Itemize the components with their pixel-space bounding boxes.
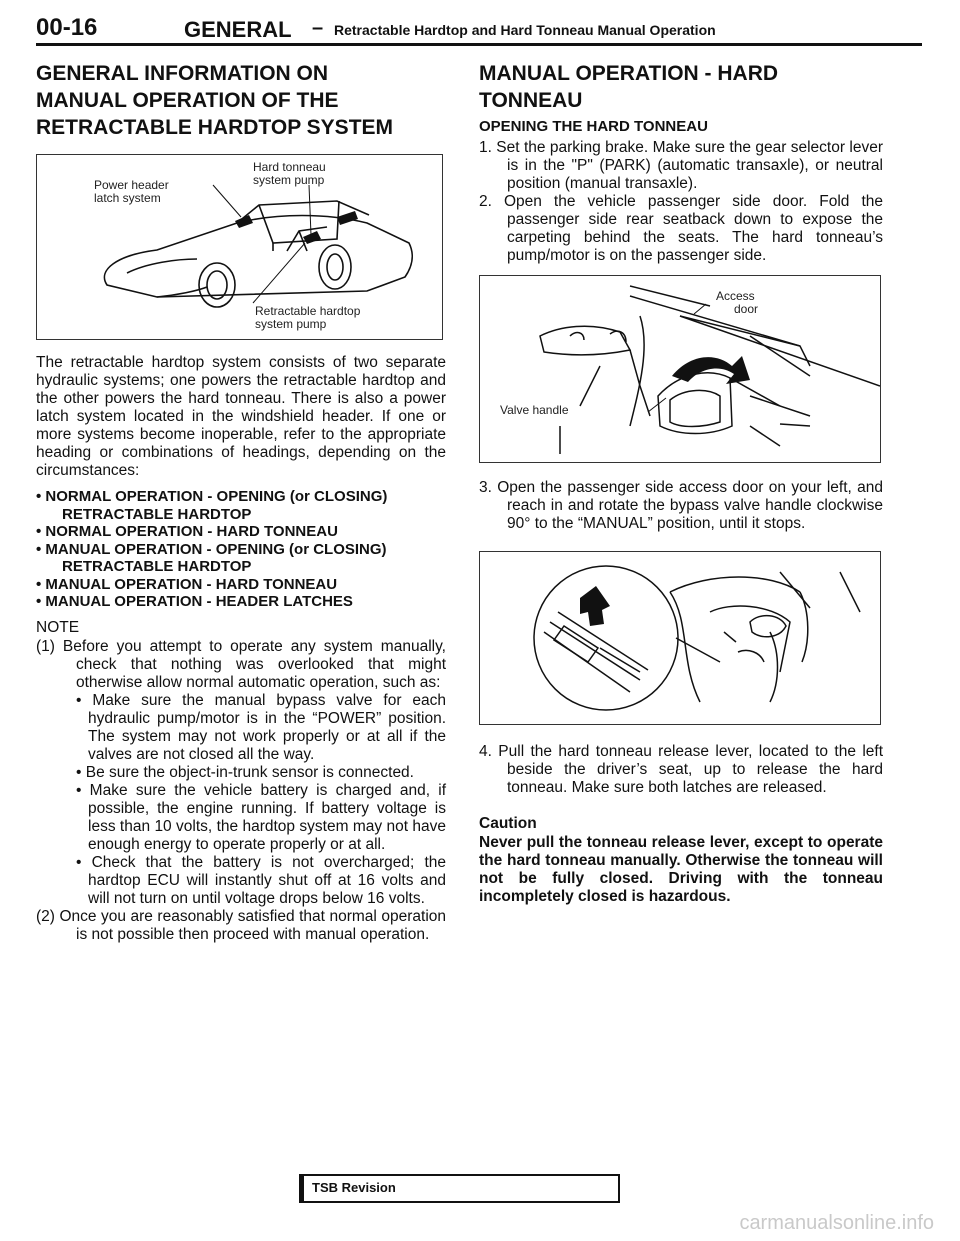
intro-paragraph: The retractable hardtop system consists of two separate hydraulic systems; one powers the retractable hardtop and the other powers the hard tonneau. There is also a power latch system located in the windshield header. If one or more systems become inoperable, refer to the appropriate heading or combinations of headings, depending on the circumstances: (36, 354, 446, 479)
label-access-door-line-1: Access (716, 289, 755, 303)
left-column (36, 60, 446, 944)
list-item: • NORMAL OPERATION - HARD TONNEAU (36, 523, 338, 540)
step-4: 4. Pull the hard tonneau release lever, located to the left beside the driver’s seat, up to release the hard tonneau. Make sure both latches are released. (479, 743, 883, 796)
caution-title: Caution (479, 815, 537, 832)
note-sub-bullet: • Make sure the manual bypass valve for each hydraulic pump/motor is in the “POWER” position. The system may not work properly or at all if the valves are not closed all the way. (76, 691, 446, 763)
left-heading-line-3: RETRACTABLE HARDTOP SYSTEM (36, 116, 394, 139)
valve-handle-illustration (480, 276, 880, 462)
step-1: 1. Set the parking brake. Make sure the gear selector lever is in the "P" (PARK) (automatic transaxle), or neutral position (manual transaxle). (479, 139, 883, 192)
tsb-revision-label: TSB Revision (312, 1180, 396, 1195)
label-hard-tonneau-pump-line-1: Hard tonneau (253, 160, 326, 174)
note-sub-bullet: • Be sure the object-in-trunk sensor is connected. (76, 763, 414, 781)
bypass-valve-illustration (480, 552, 880, 724)
right-heading-line-1: MANUAL OPERATION - HARD (479, 62, 779, 85)
site-watermark: carmanualsonline.info (739, 1212, 934, 1234)
list-item: • NORMAL OPERATION - OPENING (or CLOSING) RETRACTABLE HARDTOP (36, 488, 388, 523)
caution-body: Never pull the tonneau release lever, except to operate the hard tonneau manually. Otherwise the tonneau will not be fully closed. Driving with the tonneau incompletely closed is hazardous. (479, 834, 883, 905)
bypass-valve-figure (479, 551, 881, 725)
right-heading-line-2: TONNEAU (479, 89, 583, 112)
label-retractable-pump-line-2: system pump (255, 317, 327, 331)
section-subtitle: Retractable Hardtop and Hard Tonneau Manual Operation (334, 22, 716, 38)
note-item-1: (1) Before you attempt to operate any system manually, check that nothing was overlooked that might otherwise allow normal automatic operation, such as: (36, 637, 446, 691)
step-2: 2. Open the vehicle passenger side door. Fold the passenger side rear seatback down to expose the carpeting behind the seats. The hard tonneau’s pump/motor is on the passenger side. (479, 193, 883, 264)
page-header (36, 14, 922, 46)
note-sub-bullet: • Make sure the vehicle battery is charged and, if possible, the engine running. If battery voltage is less than 10 volts, the hardtop system may not have enough energy to operate properly or at all. (76, 781, 446, 853)
list-item: • MANUAL OPERATION - OPENING (or CLOSING) RETRACTABLE HARDTOP (36, 540, 387, 575)
header-rule (36, 43, 922, 46)
right-column (479, 60, 883, 906)
subheading-opening: OPENING THE HARD TONNEAU (479, 118, 708, 135)
label-power-header-line-2: latch system (94, 191, 161, 205)
hardtop-system-figure (36, 154, 443, 340)
label-valve-handle-text: Valve handle (500, 403, 569, 417)
list-item: • MANUAL OPERATION - HEADER LATCHES (36, 593, 353, 610)
label-valve-handle (500, 404, 569, 417)
tsb-revision-box (299, 1174, 620, 1203)
left-heading-line-2: MANUAL OPERATION OF THE (36, 89, 339, 112)
note-title: NOTE (36, 618, 80, 636)
page-number: 00-16 (36, 14, 98, 41)
label-power-header-line-1: Power header (94, 178, 169, 192)
title-dash: – (312, 17, 324, 39)
left-heading-line-1: GENERAL INFORMATION ON (36, 62, 329, 85)
label-retractable-pump (255, 305, 360, 331)
label-retractable-pump-line-1: Retractable hardtop (255, 304, 361, 318)
label-access-door-line-2: door (734, 302, 759, 316)
list-item: • MANUAL OPERATION - HARD TONNEAU (36, 575, 338, 593)
label-hard-tonneau-pump (253, 161, 326, 187)
operation-headings-list (36, 488, 446, 611)
section-title: GENERAL (184, 17, 292, 42)
note-item-2: (2) Once you are reasonably satisfied that normal operation is not possible then proceed with manual operation. (36, 907, 446, 943)
step-3: 3. Open the passenger side access door on your left, and reach in and rotate the bypass valve handle clockwise 90° to the “MANUAL” position, until it stops. (479, 479, 883, 532)
access-door-figure (479, 275, 881, 463)
label-power-header (94, 179, 169, 205)
note-sub-bullet: • Check that the battery is not overcharged; the hardtop ECU will instantly shut off at 16 volts and will not turn on until voltage drops below 16 volts. (76, 853, 446, 907)
label-hard-tonneau-pump-line-2: system pump (253, 173, 325, 187)
label-access-door (716, 290, 758, 316)
